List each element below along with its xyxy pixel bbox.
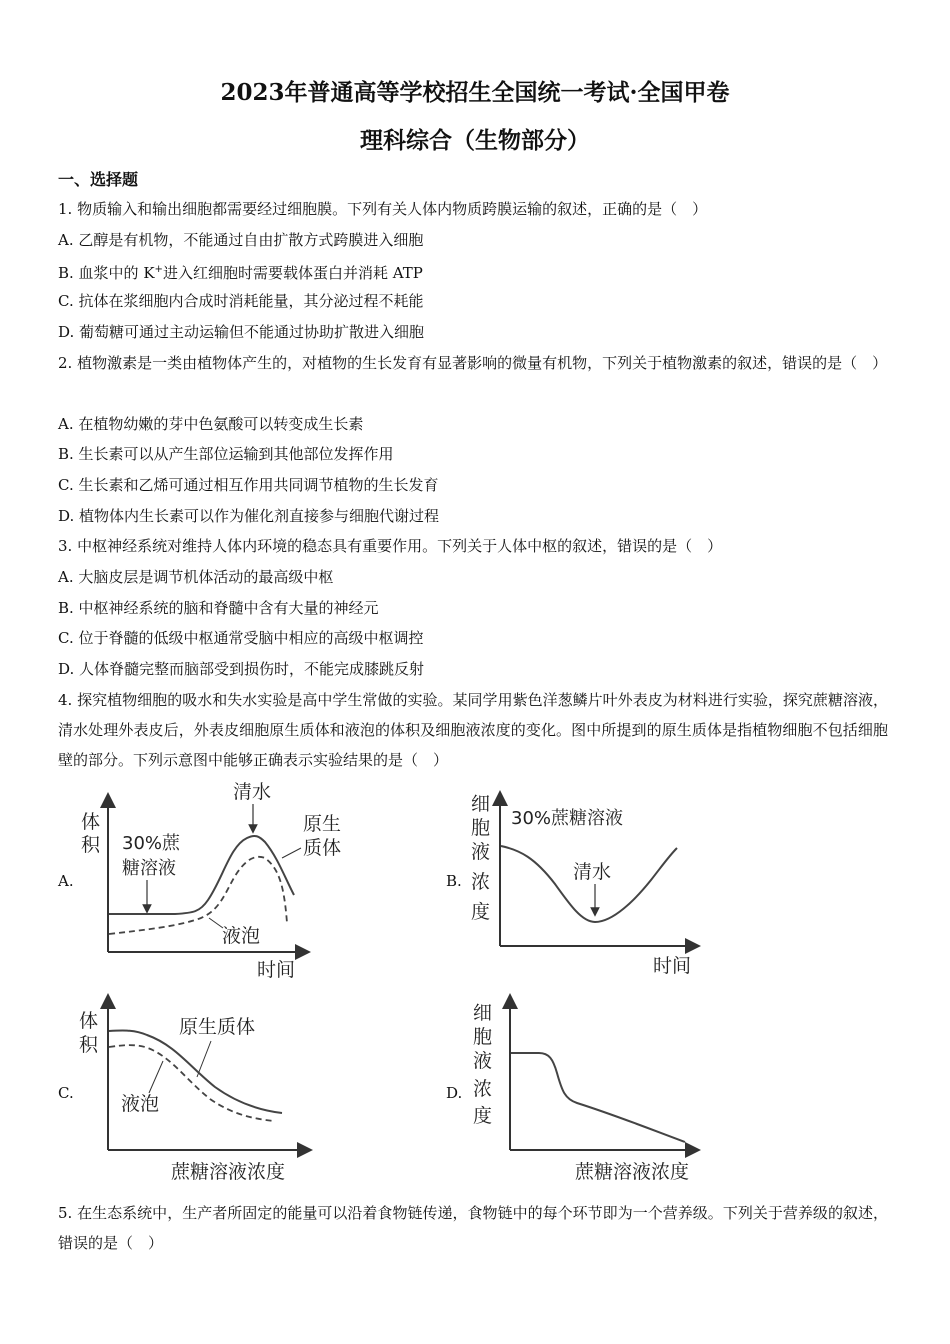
graph-c-protoplast-label: 原生质体 — [179, 1016, 256, 1038]
graph-b-y-label-3: 液 — [471, 841, 491, 863]
q2-option-b: B. 生长素可以从产生部位运输到其他部位发挥作用 — [58, 445, 394, 463]
graph-a-y-label-1: 体 — [81, 811, 101, 833]
graph-d-label: D. — [446, 1084, 463, 1102]
graph-d-x-label: 蔗糖溶液浓度 — [575, 1161, 690, 1183]
graph-d-y-label-2: 胞 — [473, 1026, 493, 1048]
graph-b-x-label: 时间 — [653, 955, 692, 977]
q3-option-d: D. 人体脊髓完整而脑部受到损伤时，不能完成膝跳反射 — [58, 660, 425, 678]
q2-option-a: A. 在植物幼嫩的芽中色氨酸可以转变成生长素 — [58, 415, 364, 433]
graph-d-y-label-3: 液 — [473, 1050, 493, 1072]
q1-option-b — [58, 260, 888, 283]
q1-option-b-pre: B. 血浆中的 K — [58, 264, 155, 282]
graph-a-label: A. — [58, 872, 74, 890]
graph-d-y-label-5: 度 — [473, 1105, 493, 1127]
q1-option-c: C. 抗体在浆细胞内合成时消耗能量，其分泌过程不耗能 — [58, 292, 424, 310]
q3-option-c: C. 位于脊髓的低级中枢通常受脑中相应的高级中枢调控 — [58, 629, 424, 647]
q3-option-b: B. 中枢神经系统的脑和脊髓中含有大量的神经元 — [58, 599, 379, 617]
graph-b-sucrose-label: 30%蔗糖溶液 — [511, 808, 624, 829]
graph-c-y-label-2: 积 — [79, 1034, 99, 1056]
graph-d — [465, 995, 725, 1195]
graph-a-x-label: 时间 — [257, 959, 296, 981]
q3-stem: 3. 中枢神经系统对维持人体内环境的稳态具有重要作用。下列关于人体中枢的叙述，错误的是（ ） — [58, 537, 723, 555]
graph-d-concentration-curve — [511, 1053, 685, 1142]
graph-b — [465, 788, 725, 983]
q2-option-c: C. 生长素和乙烯可通过相互作用共同调节植物的生长发育 — [58, 476, 439, 494]
graph-a — [75, 778, 342, 983]
q1-option-a: A. 乙醇是有机物，不能通过自由扩散方式跨膜进入细胞 — [58, 231, 424, 249]
q1-stem: 1. 物质输入和输出细胞都需要经过细胞膜。下列有关人体内物质跨膜运输的叙述，正确的是（ ） — [58, 200, 708, 218]
graph-c — [75, 995, 335, 1195]
q2-option-d: D. 植物体内生长素可以作为催化剂直接参与细胞代谢过程 — [58, 507, 440, 525]
graph-d-y-label-1: 细 — [473, 1002, 493, 1024]
graph-b-concentration-curve — [501, 846, 677, 922]
q5-stem: 5. 在生态系统中，生产者所固定的能量可以沿着食物链传递，食物链中的每个环节即为一个营养级。下列关于营养级的叙述，错误的是（ ） — [58, 1204, 888, 1252]
graph-a-protoplast-label-1: 原生 — [303, 813, 342, 835]
q3-option-a: A. 大脑皮层是调节机体活动的最高级中枢 — [58, 568, 334, 586]
section-heading: 一、选择题 — [58, 170, 139, 189]
graph-d-y-label-4: 浓 — [473, 1078, 493, 1100]
graph-b-water-label: 清水 — [573, 861, 612, 883]
exam-title: 2023年普通高等学校招生全国统一考试·全国甲卷 — [220, 79, 730, 106]
q2-stem: 2. 植物激素是一类由植物体产生的，对植物的生长发育有显著影响的微量有机物，下列关于植物激素的叙述，错误的是（ ） — [58, 354, 888, 372]
q1-option-d: D. 葡萄糖可通过主动运输但不能通过协助扩散进入细胞 — [58, 323, 425, 341]
exam-subtitle: 理科综合（生物部分） — [360, 127, 590, 154]
graph-a-water-label: 清水 — [233, 781, 272, 803]
q1-option-b-post: 进入红细胞时需要载体蛋白并消耗 ATP — [162, 264, 423, 282]
graph-b-y-label-5: 度 — [471, 901, 491, 923]
graph-c-vacuole-label: 液泡 — [121, 1093, 160, 1115]
graph-c-vacuole-pointer — [149, 1061, 163, 1093]
graph-c-y-label-1: 体 — [79, 1010, 99, 1032]
graph-b-y-label-4: 浓 — [471, 871, 491, 893]
q4-stem: 4. 探究植物细胞的吸水和失水实验是高中学生常做的实验。某同学用紫色洋葱鳞片叶外表皮为材料进行实验，探究蔗糖溶液，清水处理外表皮后，外表皮细胞原生质体和液泡的体积及细胞液浓度的变化。图中所提到的原生质体是指植物细胞不包括细胞壁的部分。下列示意图中能够正确表示实验结果的是（ ） — [58, 691, 888, 769]
graph-c-protoplast-pointer — [197, 1041, 211, 1077]
graph-a-y-label-2: 积 — [81, 834, 101, 856]
graph-b-y-label-2: 胞 — [471, 817, 491, 839]
graph-c-label: C. — [58, 1084, 74, 1102]
graph-b-label: B. — [446, 872, 462, 890]
graph-b-y-label-1: 细 — [471, 793, 491, 815]
graph-a-protoplast-pointer — [282, 848, 301, 858]
graph-a-sucrose-label-2: 糖溶液 — [122, 858, 176, 879]
graph-a-protoplast-label-2: 质体 — [303, 837, 342, 859]
graph-c-x-label: 蔗糖溶液浓度 — [171, 1161, 286, 1183]
graph-a-vacuole-pointer — [209, 918, 223, 928]
q1-option-b-sup: + — [154, 264, 163, 275]
graph-a-vacuole-label: 液泡 — [222, 925, 261, 947]
graph-a-sucrose-label-1: 30%蔗 — [122, 833, 181, 854]
